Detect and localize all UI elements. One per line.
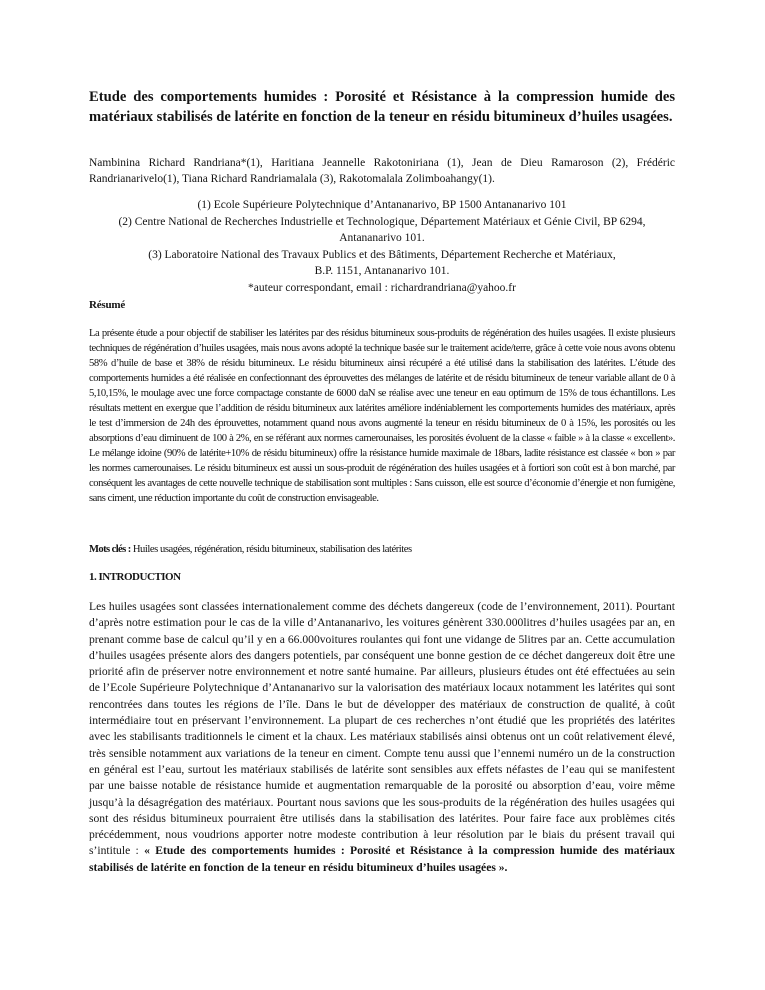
keywords-value: Huiles usagées, régénération, résidu bitumineux, stabilisation des latérites — [132, 544, 412, 555]
introduction-text — [89, 599, 675, 876]
introduction-heading: 1. INTRODUCTION — [89, 571, 181, 583]
corresponding-author-email: *auteur correspondant, email : richardrandriana@yahoo.fr — [248, 281, 516, 294]
affiliation-line: B.P. 1151, Antananarivo 101. — [314, 265, 450, 277]
affiliation-line: (2) Centre National de Recherches Industrielle et Technologique, Département Matériaux et Génie Civil, BP 6294, — [118, 215, 646, 228]
affiliation-line: (1) Ecole Supérieure Polytechnique d’Antananarivo, BP 1500 Antananarivo 101 — [197, 199, 567, 211]
affiliation-line: (3) Laboratoire National des Travaux Publics et des Bâtiments, Département Recherche et Matériaux, — [148, 248, 616, 261]
paper-title: Etude des comportements humides : Porosité et Résistance à la compression humide des matériaux stabilisés de latérite en fonction de la teneur en résidu bitumineux d’huiles usagées. — [89, 89, 675, 125]
keywords-label: Mots clés : — [89, 544, 131, 555]
author-list: Nambinina Richard Randriana*(1), Haritiana Jeannelle Rakotoniriana (1), Jean de Dieu Ramaroson (2), Frédéric Randrianarivelo(1), Tiana Richard Randriamalala (3), Rakotomalala Zolimboahangy(1). — [89, 157, 675, 185]
affiliation-line: Antananarivo 101. — [339, 232, 425, 244]
introduction-study-title: « Etude des comportements humides : Porosité et Résistance à la compression humide des matériaux stabilisés de latérite en fonction de la teneur en résidu bitumineux d’huiles usagées ». — [89, 844, 675, 874]
abstract-heading: Résumé — [89, 299, 126, 311]
abstract-text: La présente étude a pour objectif de stabiliser les latérites par des résidus bitumineux sous-produits de régénération des huiles usagées. Il existe plusieurs techniques de régénération d’huiles usagées, mais nous avons adopté la technique basée sur le traitement acide/terre, grâce à cette voie nous avons obtenu 58% d’huile de base et 38% de résidu bitumineux. Le résidu bitumineux ainsi récupéré a été utilisé dans la stabilisation des latérites. L’étude des comportements humides a été réalisée en confectionnant des éprouvettes des mélanges de latérite et de résidu bitumineux de teneur variable allant de 0 à 5,10,15%, le moulage avec une force compactage constante de 6000 daN se réalise avec une teneur en eau optimum de 15% de tous échantillons. Les résultats mettent en exergue que l’addition de résidu bitumineux aux latérites améliore indéniablement les comportements humides des matériaux, après le test d’immersion de 24h des éprouvettes, notamment quand nous avons augmenté la teneur en résidu bitumineux de 0 à 15%, les porosités ou les absorptions d’eau diminuent de 100 à 2%, en se référant aux normes camerounaises, les porosités évoluent de la classe « faible » à la classe « excellent». Le mélange idoine (90% de latérite+10% de résidu bitumineux) offre la résistance humide maximale de 18bars, ladite résistance est classée « bon » par les normes camerounaises. Le résidu bitumineux est aussi un sous-produit de régénération des huiles usagées et à fortiori son coût est à bon marché, par conséquent les avantages de cette nouvelle technique de stabilisation sont multiples : Sans cuisson, elle est source d’économie d’énergie et non fumigène, sans ciment, une réduction importante du coût de construction envisageable. — [89, 328, 675, 504]
affiliations — [80, 197, 684, 296]
keywords-line — [89, 542, 675, 557]
introduction-body: Les huiles usagées sont classées internationalement comme des déchets dangereux (code de l’environnement, 2011). Pourtant d’après notre estimation pour le cas de la ville d’Antananarivo, les voitures génèrent 330.000litres d’huiles usagées par an, en prenant comme base de calcul qu’il y en a 66.000voitures roulantes qui font une vidange de 5litres par an. Cette accumulation d’huiles usagées présente alors des dangers potentiels, par conséquent une bonne gestion de ce déchet dangereux doit être une priorité afin de préserver notre environnement et notre santé humaine. Par ailleurs, plusieurs études ont été effectuées au sein de l’Ecole Supérieure Polytechnique d’Antananarivo sur la valorisation des matériaux locaux notamment les latérites qui sont rencontrées dans toutes les régions de l’île. Dans le but de développer des matériaux de construction de qualité, à coût intermédiaire tout en préservant l’environnement. La plupart de ces recherches n’ont étudié que les propriétés des latérites avec les stabilisants traditionnels le ciment et la chaux. Les matériaux stabilisés ainsi obtenus ont un coût relativement élevé, très sensible notamment aux variations de la teneur en ciment. Compte tenu aussi que l’ennemi numéro un de la construction en général est l’eau, surtout les matériaux stabilisés de latérite sont sensibles aux effets néfastes de l’eau qui se manifestent par une baisse notable de résistance humide et augmentation remarquable de la porosité ou absorption d’eau, voire même jusqu’à la désagrégation des matériaux. Pourtant nous savions que les sous-produits de la régénération des huiles usagées qui sont des résidus bitumineux pourraient être utilisés dans la stabilisation des latérites. Pour faire face aux problèmes cités précédemment, nous voudrions apporter notre modeste contribution à leur résolution par le biais du présent travail qui s’intitule : — [89, 600, 675, 858]
